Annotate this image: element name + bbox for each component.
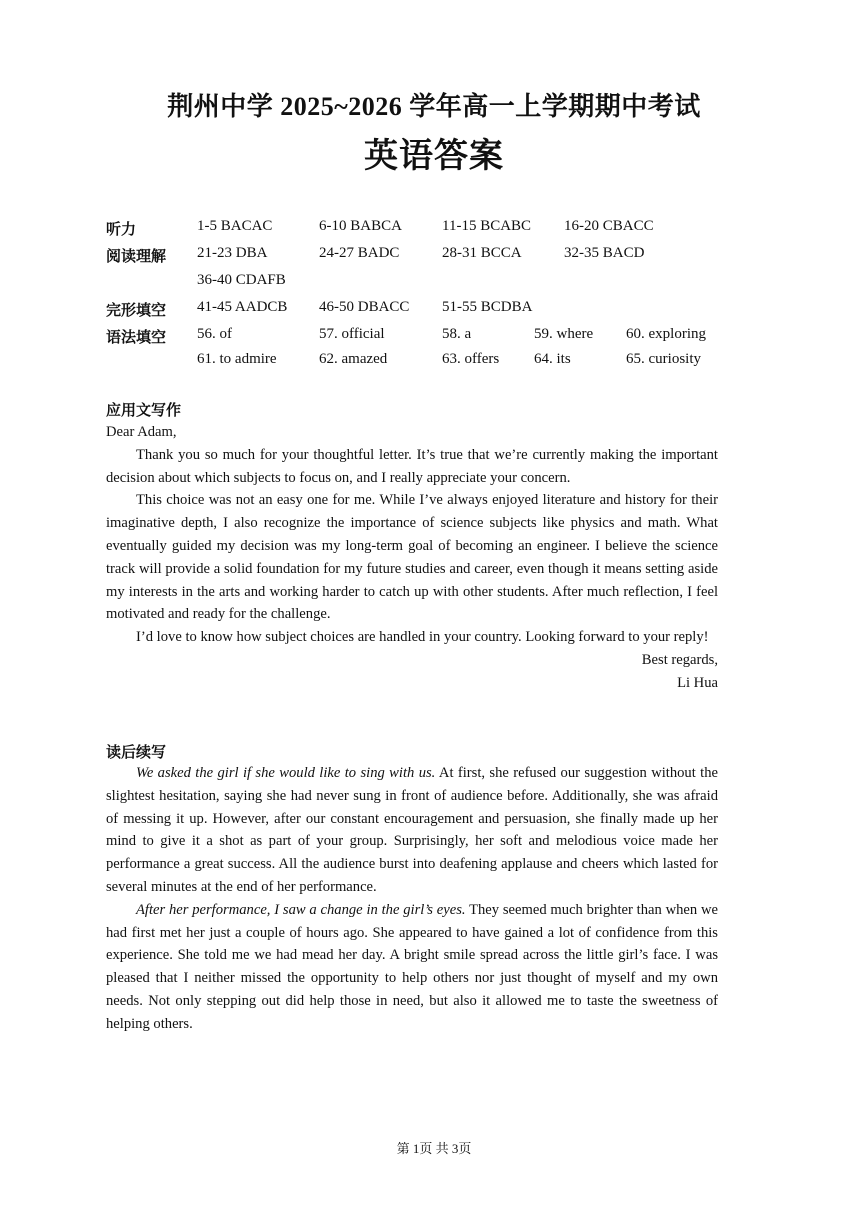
practical-writing-heading: 应用文写作 xyxy=(106,403,182,419)
grammar-answer: 56. of xyxy=(197,326,232,342)
grammar-answer: 58. a xyxy=(442,326,472,342)
continuation-paragraph xyxy=(106,762,718,899)
letter-salutation: Dear Adam, xyxy=(106,424,177,440)
grammar-answer: 61. to admire xyxy=(197,351,277,367)
answer-group: 24-27 BADC xyxy=(319,245,400,261)
page-subtitle: 英语答案 xyxy=(364,138,504,175)
grammar-answer: 60. exploring xyxy=(626,326,706,342)
page-title: 荆州中学 2025~2026 学年高一上学期期中考试 xyxy=(167,92,701,121)
answer-group: 51-55 BCDBA xyxy=(442,299,533,315)
grammar-answer: 64. its xyxy=(534,351,571,367)
continuation-writing-heading: 读后续写 xyxy=(106,745,167,761)
letter-closing: Best regards, xyxy=(641,651,718,668)
grammar-answer: 57. official xyxy=(319,326,385,342)
section-label: 完形填空 xyxy=(106,303,167,319)
paragraph-body: They seemed much brighter than when we had first met her just a couple of hours ago. She appeared to have gained a lot of confidence from this experience. She told me we had mead her day. A bright smile spread across the little girl’s face. I was pleased that I neither missed the opportunity to help others nor just thought of myself and my own needs. Not only stepping out did help those in need, but also it allowed me to taste the sweetness of helping others. xyxy=(106,901,718,1032)
section-label: 听力 xyxy=(106,222,137,238)
answer-group: 6-10 BABCA xyxy=(319,218,402,234)
paragraph-body: At first, she refused our suggestion without the slightest hesitation, saying she had never sung in front of audience before. Additionally, she was afraid of messing it up. However, after our constant encouragement and persuasion, she finally made up her mind to give it a shot as part of your group. Surprisingly, her soft and melodious voice made her performance a great success. All the audience burst into deafening applause and cheers which lasted for several minutes at the end of her performance. xyxy=(106,765,718,895)
practical-writing-letter xyxy=(106,421,718,695)
answer-group: 41-45 AADCB xyxy=(197,299,288,315)
letter-signature: Li Hua xyxy=(677,674,718,691)
paragraph-lead-sentence: We asked the girl if she would like to sing with us. xyxy=(136,765,436,781)
answer-group: 21-23 DBA xyxy=(197,245,268,261)
paragraph-lead-sentence: After her performance, I saw a change in the girl’s eyes. xyxy=(136,901,466,918)
section-label: 阅读理解 xyxy=(106,249,167,265)
answer-group: 16-20 CBACC xyxy=(564,218,654,234)
letter-paragraph: I’d love to know how subject choices are handled in your country. Looking forward to your reply! xyxy=(136,629,709,646)
answer-group: 1-5 BACAC xyxy=(197,218,273,234)
grammar-answer: 63. offers xyxy=(442,351,500,367)
continuation-writing-text xyxy=(106,762,718,1036)
grammar-answer: 65. curiosity xyxy=(626,351,701,367)
page-number: 第 1页 共 3页 xyxy=(396,1141,472,1156)
letter-paragraph: This choice was not an easy one for me. While I’ve always enjoyed literature and history for their imaginative depth, I also recognize the importance of science subjects like physics and math. What eventually guided my decision was my long-term goal of becoming an engineer. I believe the science track will provide a solid foundation for my future studies and career, even though it means setting aside my interests in the arts and working harder to catch up with other students. After much reflection, I feel motivated and ready for the challenge. xyxy=(106,492,718,623)
continuation-paragraph xyxy=(106,899,718,1036)
answer-group: 11-15 BCABC xyxy=(442,218,532,234)
grammar-answer: 59. where xyxy=(534,326,594,342)
grammar-answer: 62. amazed xyxy=(319,351,388,367)
letter-paragraph: Thank you so much for your thoughtful letter. It’s true that we’re currently making the important decision about which subjects to focus on, and I really appreciate your concern. xyxy=(106,446,718,486)
section-label: 语法填空 xyxy=(106,330,167,346)
answer-group: 32-35 BACD xyxy=(564,245,645,261)
answer-group: 36-40 CDAFB xyxy=(197,272,286,288)
answer-group: 28-31 BCCA xyxy=(442,245,522,261)
answer-group: 46-50 DBACC xyxy=(319,299,410,315)
